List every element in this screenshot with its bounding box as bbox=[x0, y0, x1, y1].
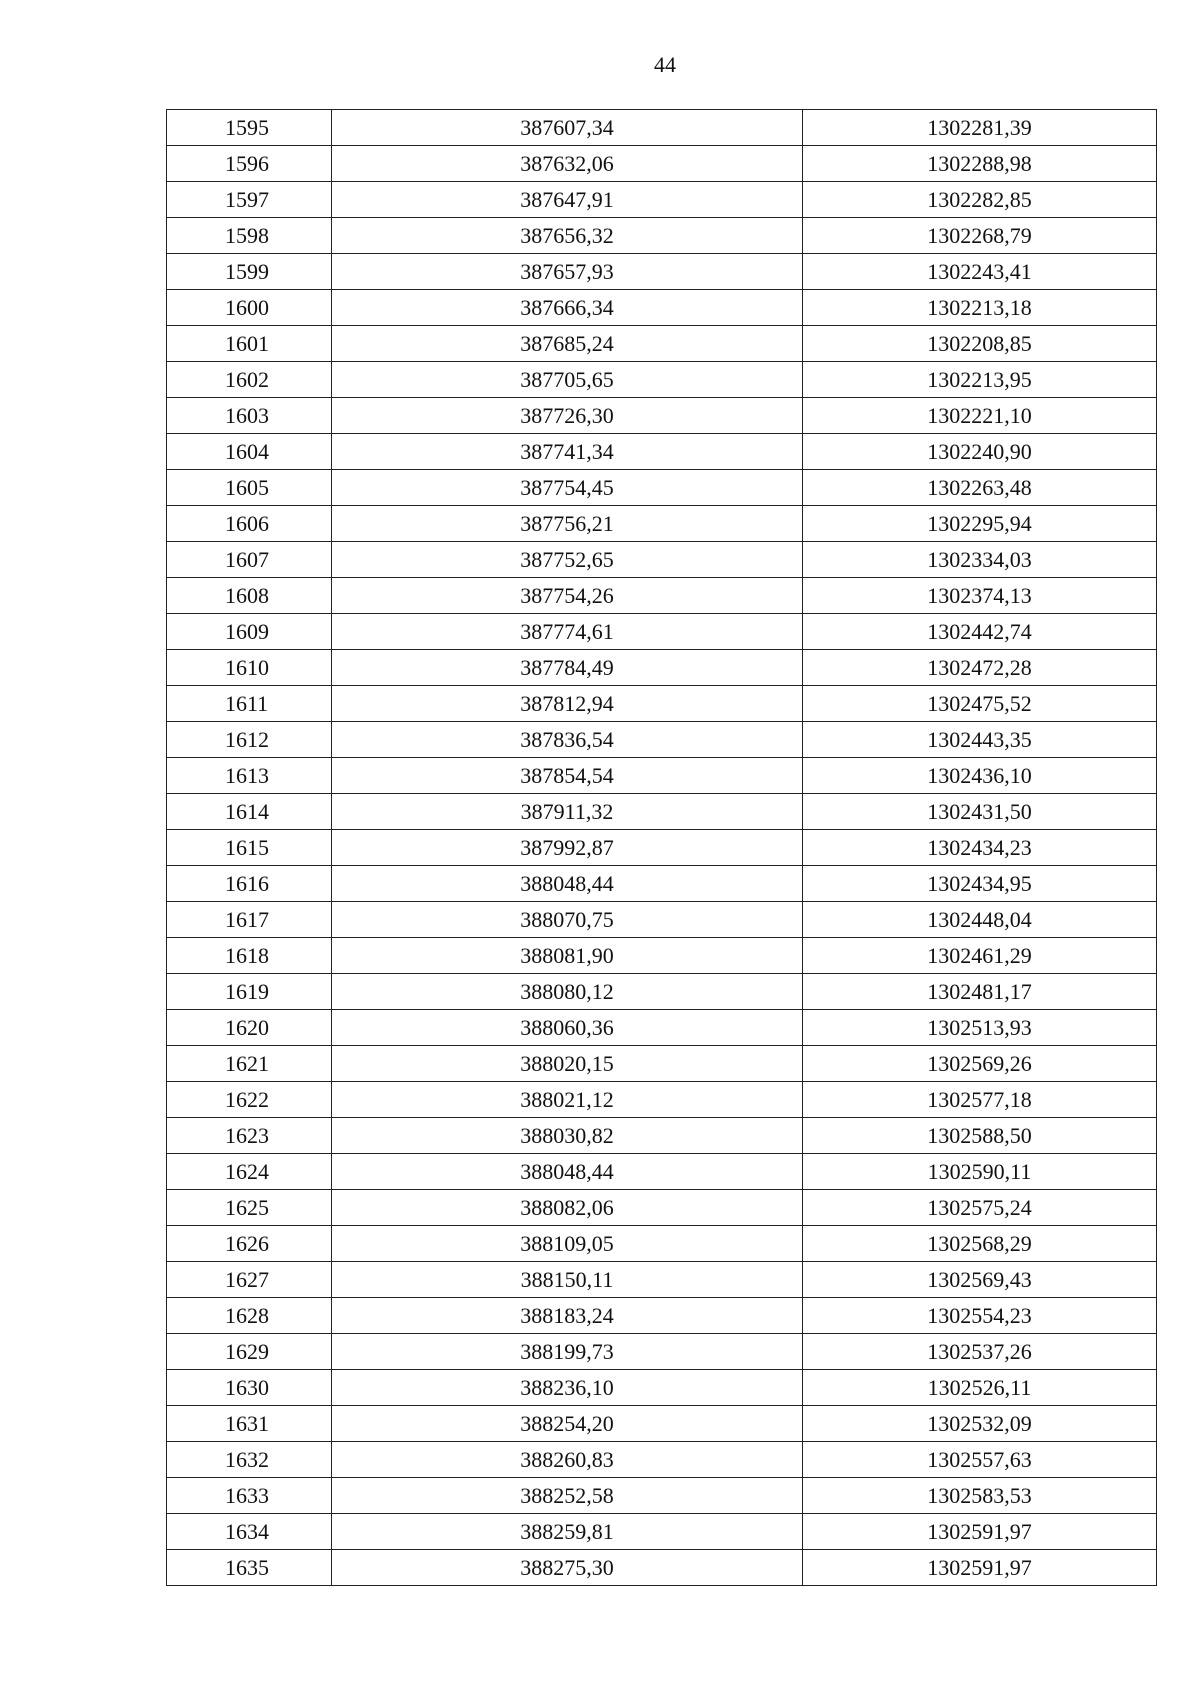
x-coordinate-cell: 388030,82 bbox=[332, 1118, 803, 1154]
x-coordinate-cell: 387854,54 bbox=[332, 758, 803, 794]
point-number-cell: 1623 bbox=[167, 1118, 332, 1154]
point-number-cell: 1616 bbox=[167, 866, 332, 902]
x-coordinate-cell: 388254,20 bbox=[332, 1406, 803, 1442]
x-coordinate-cell: 387632,06 bbox=[332, 146, 803, 182]
table-row bbox=[167, 974, 1157, 1010]
table-row bbox=[167, 470, 1157, 506]
table-row bbox=[167, 254, 1157, 290]
x-coordinate-cell: 387911,32 bbox=[332, 794, 803, 830]
x-coordinate-cell: 387774,61 bbox=[332, 614, 803, 650]
x-coordinate-cell: 387656,32 bbox=[332, 218, 803, 254]
point-number-cell: 1615 bbox=[167, 830, 332, 866]
point-number-cell: 1633 bbox=[167, 1478, 332, 1514]
x-coordinate-cell: 387685,24 bbox=[332, 326, 803, 362]
y-coordinate-cell: 1302575,24 bbox=[803, 1190, 1157, 1226]
table-row bbox=[167, 362, 1157, 398]
y-coordinate-cell: 1302442,74 bbox=[803, 614, 1157, 650]
x-coordinate-cell: 388109,05 bbox=[332, 1226, 803, 1262]
table-row bbox=[167, 1334, 1157, 1370]
x-coordinate-cell: 387756,21 bbox=[332, 506, 803, 542]
table-row bbox=[167, 506, 1157, 542]
point-number-cell: 1627 bbox=[167, 1262, 332, 1298]
x-coordinate-cell: 387705,65 bbox=[332, 362, 803, 398]
point-number-cell: 1606 bbox=[167, 506, 332, 542]
x-coordinate-cell: 388081,90 bbox=[332, 938, 803, 974]
y-coordinate-cell: 1302443,35 bbox=[803, 722, 1157, 758]
table-row bbox=[167, 650, 1157, 686]
x-coordinate-cell: 388048,44 bbox=[332, 1154, 803, 1190]
point-number-cell: 1618 bbox=[167, 938, 332, 974]
x-coordinate-cell: 387812,94 bbox=[332, 686, 803, 722]
point-number-cell: 1628 bbox=[167, 1298, 332, 1334]
table-row bbox=[167, 434, 1157, 470]
y-coordinate-cell: 1302431,50 bbox=[803, 794, 1157, 830]
point-number-cell: 1625 bbox=[167, 1190, 332, 1226]
table-row bbox=[167, 110, 1157, 146]
table-row bbox=[167, 1046, 1157, 1082]
x-coordinate-cell: 388020,15 bbox=[332, 1046, 803, 1082]
table-row bbox=[167, 1406, 1157, 1442]
table-row bbox=[167, 1442, 1157, 1478]
y-coordinate-cell: 1302526,11 bbox=[803, 1370, 1157, 1406]
table-row bbox=[167, 758, 1157, 794]
x-coordinate-cell: 388260,83 bbox=[332, 1442, 803, 1478]
x-coordinate-cell: 388060,36 bbox=[332, 1010, 803, 1046]
x-coordinate-cell: 387992,87 bbox=[332, 830, 803, 866]
y-coordinate-cell: 1302591,97 bbox=[803, 1514, 1157, 1550]
x-coordinate-cell: 387741,34 bbox=[332, 434, 803, 470]
table-row bbox=[167, 1298, 1157, 1334]
point-number-cell: 1603 bbox=[167, 398, 332, 434]
y-coordinate-cell: 1302569,43 bbox=[803, 1262, 1157, 1298]
point-number-cell: 1617 bbox=[167, 902, 332, 938]
point-number-cell: 1596 bbox=[167, 146, 332, 182]
y-coordinate-cell: 1302295,94 bbox=[803, 506, 1157, 542]
point-number-cell: 1605 bbox=[167, 470, 332, 506]
y-coordinate-cell: 1302282,85 bbox=[803, 182, 1157, 218]
table-row bbox=[167, 722, 1157, 758]
table-row bbox=[167, 218, 1157, 254]
point-number-cell: 1621 bbox=[167, 1046, 332, 1082]
y-coordinate-cell: 1302461,29 bbox=[803, 938, 1157, 974]
x-coordinate-cell: 387784,49 bbox=[332, 650, 803, 686]
y-coordinate-cell: 1302213,95 bbox=[803, 362, 1157, 398]
table-row bbox=[167, 902, 1157, 938]
y-coordinate-cell: 1302481,17 bbox=[803, 974, 1157, 1010]
table-row bbox=[167, 578, 1157, 614]
coordinates-table bbox=[166, 109, 1157, 1586]
point-number-cell: 1622 bbox=[167, 1082, 332, 1118]
y-coordinate-cell: 1302436,10 bbox=[803, 758, 1157, 794]
y-coordinate-cell: 1302583,53 bbox=[803, 1478, 1157, 1514]
x-coordinate-cell: 387607,34 bbox=[332, 110, 803, 146]
table-row bbox=[167, 1082, 1157, 1118]
y-coordinate-cell: 1302588,50 bbox=[803, 1118, 1157, 1154]
y-coordinate-cell: 1302590,11 bbox=[803, 1154, 1157, 1190]
page-number: 44 bbox=[654, 52, 676, 77]
table-row bbox=[167, 182, 1157, 218]
x-coordinate-cell: 388236,10 bbox=[332, 1370, 803, 1406]
point-number-cell: 1612 bbox=[167, 722, 332, 758]
table-row bbox=[167, 326, 1157, 362]
point-number-cell: 1610 bbox=[167, 650, 332, 686]
table-row bbox=[167, 1514, 1157, 1550]
point-number-cell: 1624 bbox=[167, 1154, 332, 1190]
point-number-cell: 1620 bbox=[167, 1010, 332, 1046]
point-number-cell: 1635 bbox=[167, 1550, 332, 1586]
point-number-cell: 1630 bbox=[167, 1370, 332, 1406]
table-row bbox=[167, 1370, 1157, 1406]
y-coordinate-cell: 1302208,85 bbox=[803, 326, 1157, 362]
y-coordinate-cell: 1302557,63 bbox=[803, 1442, 1157, 1478]
y-coordinate-cell: 1302472,28 bbox=[803, 650, 1157, 686]
x-coordinate-cell: 388259,81 bbox=[332, 1514, 803, 1550]
y-coordinate-cell: 1302221,10 bbox=[803, 398, 1157, 434]
y-coordinate-cell: 1302374,13 bbox=[803, 578, 1157, 614]
table-row bbox=[167, 1478, 1157, 1514]
table-row bbox=[167, 830, 1157, 866]
x-coordinate-cell: 387754,26 bbox=[332, 578, 803, 614]
point-number-cell: 1595 bbox=[167, 110, 332, 146]
point-number-cell: 1600 bbox=[167, 290, 332, 326]
x-coordinate-cell: 387726,30 bbox=[332, 398, 803, 434]
point-number-cell: 1611 bbox=[167, 686, 332, 722]
y-coordinate-cell: 1302537,26 bbox=[803, 1334, 1157, 1370]
y-coordinate-cell: 1302434,23 bbox=[803, 830, 1157, 866]
table-row bbox=[167, 1190, 1157, 1226]
point-number-cell: 1629 bbox=[167, 1334, 332, 1370]
table-row bbox=[167, 1010, 1157, 1046]
x-coordinate-cell: 388048,44 bbox=[332, 866, 803, 902]
y-coordinate-cell: 1302475,52 bbox=[803, 686, 1157, 722]
coordinates-table-body bbox=[167, 110, 1157, 1586]
x-coordinate-cell: 388150,11 bbox=[332, 1262, 803, 1298]
y-coordinate-cell: 1302448,04 bbox=[803, 902, 1157, 938]
x-coordinate-cell: 388199,73 bbox=[332, 1334, 803, 1370]
x-coordinate-cell: 387657,93 bbox=[332, 254, 803, 290]
table-row bbox=[167, 542, 1157, 578]
table-row bbox=[167, 1226, 1157, 1262]
table-row bbox=[167, 614, 1157, 650]
table-row bbox=[167, 938, 1157, 974]
y-coordinate-cell: 1302281,39 bbox=[803, 110, 1157, 146]
y-coordinate-cell: 1302591,97 bbox=[803, 1550, 1157, 1586]
table-row bbox=[167, 1550, 1157, 1586]
point-number-cell: 1608 bbox=[167, 578, 332, 614]
y-coordinate-cell: 1302240,90 bbox=[803, 434, 1157, 470]
point-number-cell: 1598 bbox=[167, 218, 332, 254]
point-number-cell: 1619 bbox=[167, 974, 332, 1010]
x-coordinate-cell: 387754,45 bbox=[332, 470, 803, 506]
point-number-cell: 1599 bbox=[167, 254, 332, 290]
table-row bbox=[167, 1262, 1157, 1298]
x-coordinate-cell: 388183,24 bbox=[332, 1298, 803, 1334]
y-coordinate-cell: 1302568,29 bbox=[803, 1226, 1157, 1262]
point-number-cell: 1626 bbox=[167, 1226, 332, 1262]
y-coordinate-cell: 1302288,98 bbox=[803, 146, 1157, 182]
y-coordinate-cell: 1302213,18 bbox=[803, 290, 1157, 326]
point-number-cell: 1602 bbox=[167, 362, 332, 398]
x-coordinate-cell: 388252,58 bbox=[332, 1478, 803, 1514]
table-row bbox=[167, 866, 1157, 902]
x-coordinate-cell: 387647,91 bbox=[332, 182, 803, 218]
table-row bbox=[167, 146, 1157, 182]
y-coordinate-cell: 1302334,03 bbox=[803, 542, 1157, 578]
x-coordinate-cell: 388070,75 bbox=[332, 902, 803, 938]
y-coordinate-cell: 1302569,26 bbox=[803, 1046, 1157, 1082]
x-coordinate-cell: 388275,30 bbox=[332, 1550, 803, 1586]
table-row bbox=[167, 794, 1157, 830]
y-coordinate-cell: 1302554,23 bbox=[803, 1298, 1157, 1334]
point-number-cell: 1601 bbox=[167, 326, 332, 362]
y-coordinate-cell: 1302243,41 bbox=[803, 254, 1157, 290]
y-coordinate-cell: 1302532,09 bbox=[803, 1406, 1157, 1442]
point-number-cell: 1614 bbox=[167, 794, 332, 830]
x-coordinate-cell: 388021,12 bbox=[332, 1082, 803, 1118]
y-coordinate-cell: 1302577,18 bbox=[803, 1082, 1157, 1118]
point-number-cell: 1631 bbox=[167, 1406, 332, 1442]
point-number-cell: 1634 bbox=[167, 1514, 332, 1550]
point-number-cell: 1609 bbox=[167, 614, 332, 650]
x-coordinate-cell: 388080,12 bbox=[332, 974, 803, 1010]
x-coordinate-cell: 387752,65 bbox=[332, 542, 803, 578]
point-number-cell: 1607 bbox=[167, 542, 332, 578]
x-coordinate-cell: 387836,54 bbox=[332, 722, 803, 758]
x-coordinate-cell: 387666,34 bbox=[332, 290, 803, 326]
y-coordinate-cell: 1302268,79 bbox=[803, 218, 1157, 254]
table-row bbox=[167, 290, 1157, 326]
table-row bbox=[167, 686, 1157, 722]
point-number-cell: 1632 bbox=[167, 1442, 332, 1478]
point-number-cell: 1604 bbox=[167, 434, 332, 470]
table-row bbox=[167, 1118, 1157, 1154]
y-coordinate-cell: 1302263,48 bbox=[803, 470, 1157, 506]
y-coordinate-cell: 1302513,93 bbox=[803, 1010, 1157, 1046]
y-coordinate-cell: 1302434,95 bbox=[803, 866, 1157, 902]
point-number-cell: 1597 bbox=[167, 182, 332, 218]
x-coordinate-cell: 388082,06 bbox=[332, 1190, 803, 1226]
table-row bbox=[167, 1154, 1157, 1190]
table-row bbox=[167, 398, 1157, 434]
point-number-cell: 1613 bbox=[167, 758, 332, 794]
